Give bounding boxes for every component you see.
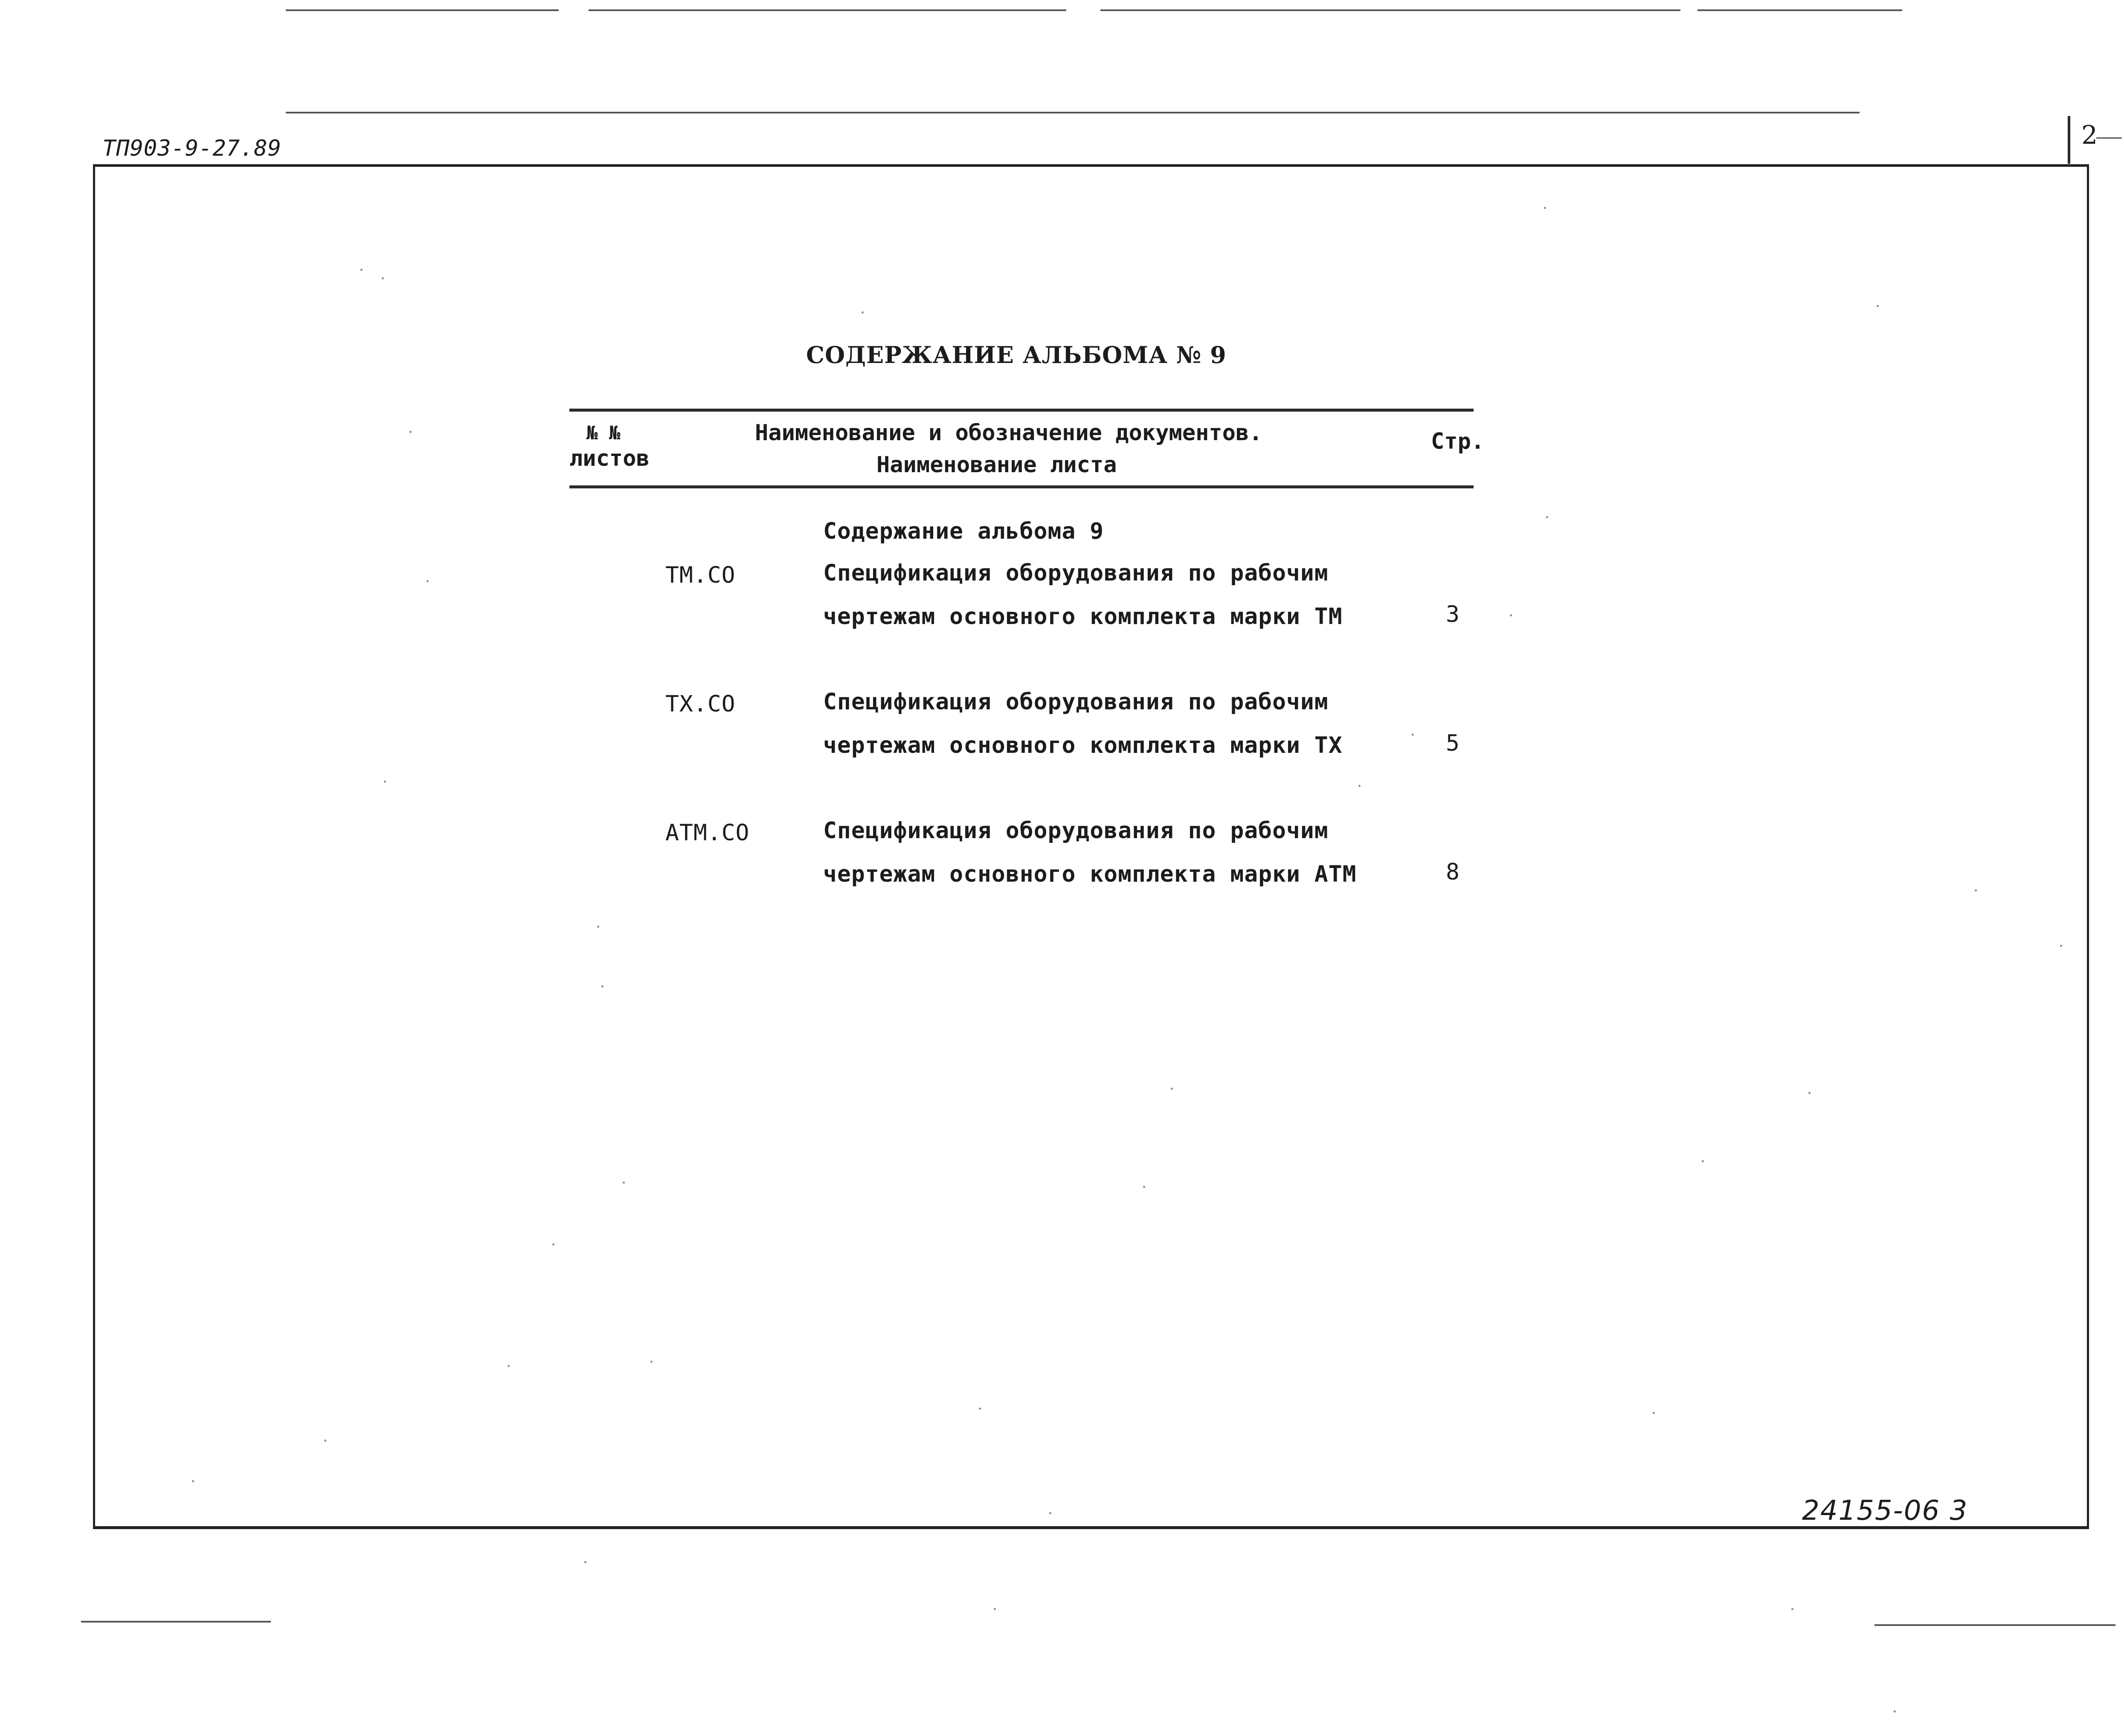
scan-speck — [1544, 207, 1546, 209]
scan-speck — [1702, 1160, 1704, 1162]
row-sheet-code: АТМ.СО — [665, 820, 750, 846]
row-sheet-code: ТМ.СО — [665, 562, 736, 588]
scan-speck — [508, 1365, 510, 1367]
scan-speck — [1049, 1512, 1051, 1514]
scan-top-line-3 — [1100, 9, 1680, 11]
row-page-number: 5 — [1446, 730, 1460, 756]
row-description-line-1: Спецификация оборудования по рабочим — [823, 560, 1329, 586]
scan-top-line-2 — [589, 9, 1066, 11]
album-title: СОДЕРЖАНИЕ АЛЬБОМА № 9 — [806, 341, 1227, 369]
scan-speck — [552, 1243, 554, 1245]
table-top-rule — [569, 409, 1474, 412]
scan-speck — [1894, 1710, 1896, 1713]
row-description-line-2: чертежам основного комплекта марки АТМ — [823, 861, 1357, 887]
scan-speck — [979, 1408, 981, 1410]
scan-speck — [1975, 889, 1977, 891]
row-sheet-code: ТХ.СО — [665, 691, 736, 717]
scan-speck — [650, 1361, 653, 1363]
scan-speck — [1171, 1088, 1173, 1090]
row-page-number: 3 — [1446, 601, 1460, 627]
row-contents-title: Содержание альбома 9 — [823, 518, 1104, 544]
scan-speck — [601, 985, 604, 987]
scan-speck — [1412, 734, 1414, 736]
scan-speck — [1877, 305, 1879, 307]
row-description-line-2: чертежам основного комплекта марки ТХ — [823, 732, 1343, 758]
scan-speck — [623, 1182, 625, 1184]
table-row-contents — [823, 518, 1104, 544]
scan-speck — [862, 311, 864, 314]
document-code: ТП903-9-27.89 — [102, 136, 281, 161]
scan-speck — [584, 1561, 586, 1563]
scan-speck — [409, 431, 412, 433]
scan-speck — [1358, 785, 1361, 787]
scan-bottom-line-left — [81, 1621, 271, 1623]
row-description-line-1: Спецификация оборудования по рабочим — [823, 818, 1329, 844]
scan-top-line-1 — [286, 9, 559, 11]
scan-speck — [427, 580, 429, 582]
row-page-number: 8 — [1446, 859, 1460, 885]
scan-speck — [382, 277, 384, 279]
header-page: Стр. — [1431, 429, 1485, 454]
scan-speck — [1510, 614, 1512, 616]
scan-speck — [360, 269, 363, 271]
header-sheets-label: листов — [569, 446, 650, 471]
scan-speck — [1791, 1608, 1793, 1610]
scan-top-line-5 — [286, 112, 1860, 113]
archive-stamp-number: 24155-06 3 — [1802, 1495, 1968, 1527]
scan-top-line-4 — [1697, 9, 1902, 11]
row-description-line-2: чертежам основного комплекта марки ТМ — [823, 604, 1343, 630]
header-sheets-number: № № — [586, 422, 621, 444]
scan-speck — [994, 1608, 996, 1610]
sheet-corner-tick — [2096, 137, 2122, 139]
drawing-frame — [93, 164, 2089, 1529]
scan-speck — [324, 1440, 326, 1442]
scan-speck — [2060, 945, 2062, 947]
scan-speck — [1546, 516, 1548, 518]
scan-speck — [192, 1480, 194, 1482]
scan-bottom-line-right — [1874, 1624, 2115, 1626]
scan-speck — [597, 926, 599, 928]
scan-speck — [1143, 1186, 1145, 1188]
scan-speck — [384, 781, 386, 783]
header-document-name: Наименование и обозначение документов. — [755, 420, 1262, 446]
scan-speck — [1808, 1092, 1811, 1094]
table-header-rule — [569, 485, 1474, 488]
scan-speck — [1653, 1412, 1655, 1414]
row-description-line-1: Спецификация оборудования по рабочим — [823, 689, 1329, 715]
sheet-corner-number: 2 — [2081, 120, 2098, 150]
header-sheet-name: Наименование листа — [876, 452, 1117, 478]
sheet-corner-rule — [2068, 116, 2070, 164]
